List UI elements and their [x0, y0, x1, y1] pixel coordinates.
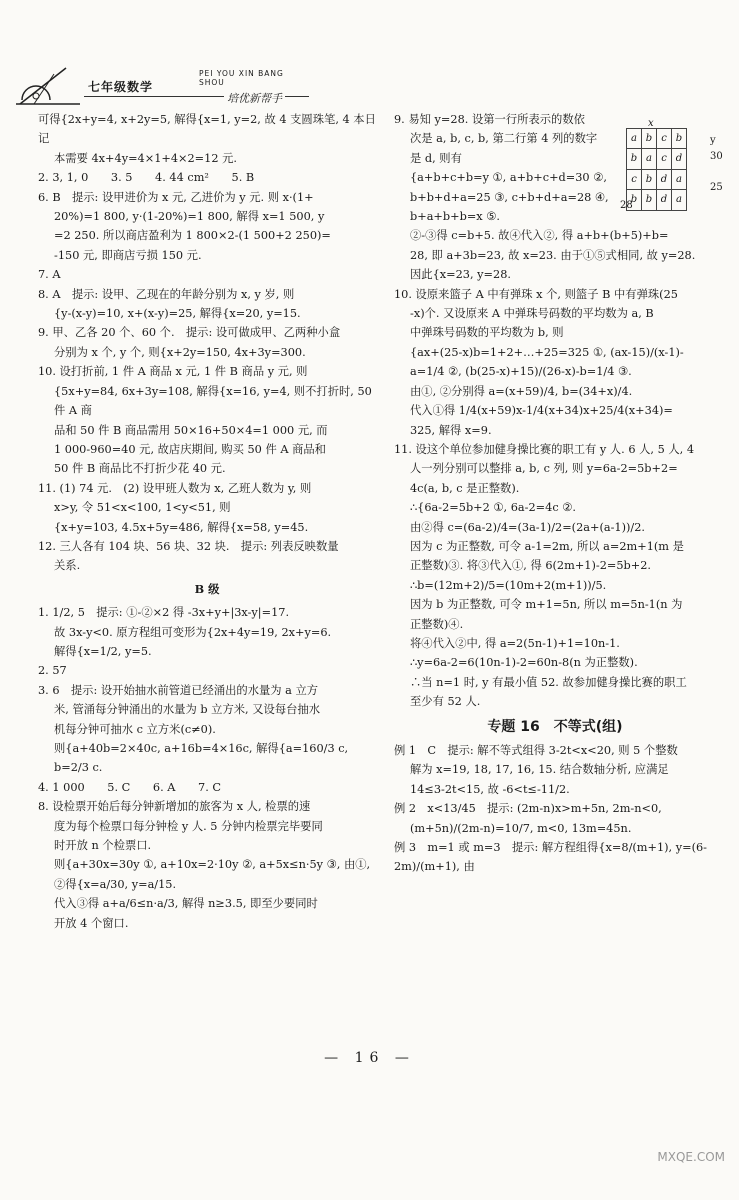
answer-line: 中弹珠号码数的平均数为 b, 则: [410, 326, 564, 340]
page-number: — 16 —: [324, 1050, 415, 1066]
grid-cell: b: [627, 149, 642, 169]
answer-line: 因为 b 为正整数, 可令 m+1=5n, 所以 m=5n-1(n 为: [410, 598, 683, 612]
answer-line: 分别为 x 个, y 个, 则{x+2y=150, 4x+3y=300.: [54, 345, 306, 359]
answer-line: ②-③得 c=b+5. 故④代入②, 得 a+b+(b+5)+b=: [410, 229, 669, 243]
answer-line: 正整数)③. 将③代入①, 得 6(2m+1)-2=5b+2.: [410, 559, 652, 573]
grid-cell: b: [627, 190, 642, 210]
answer-line: 由①, ②分别得 a=(x+59)/4, b=(34+x)/4.: [410, 384, 633, 398]
example-line: (m+5n)/(2m-n)=10/7, m<0, 13m=45n.: [410, 821, 632, 835]
grid-row-sum: 30: [710, 151, 723, 162]
answer-line: 解得{x=1/2, y=5.: [54, 644, 152, 658]
answer-line: 代入①得 1/4(x+59)x-1/4(x+34)x+25/4(x+34)=: [410, 404, 673, 418]
answer-line: ∴y=6a-2=6(10n-1)-2=60n-8(n 为正整数).: [410, 656, 638, 670]
answer-line: x>y, 令 51<x<100, 1<y<51, 则: [54, 501, 231, 515]
watermark: MXQE.COM: [657, 1150, 725, 1164]
answer-line: 本需要 4x+4y=4×1+4×2=12 元.: [54, 151, 238, 165]
grid-table: [626, 128, 687, 211]
grid-cell: d: [672, 149, 687, 169]
answer-line: 3. 6 提示: 设开始抽水前管道已经涌出的水量为 a 立方: [38, 683, 319, 697]
left-column: [38, 110, 376, 933]
answer-line: 9. 易知 y=28. 设第一行所表示的数依: [394, 113, 585, 126]
grid-side-label: y: [710, 135, 716, 146]
answer-line: 8. A 提示: 设甲、乙现在的年龄分别为 x, y 岁, 则: [38, 287, 295, 301]
grid-top-label: x: [648, 118, 654, 129]
example-line: 例 3 m=1 或 m=3 提示: 解方程组得{x=8/(m+1), y=(6-2m)/(m+1), 由: [394, 841, 707, 874]
answer-line: 将④代入②中, 得 a=2(5n-1)+1=10n-1.: [410, 636, 620, 650]
answer-line: ∴{6a-2=5b+2 ①, 6a-2=4c ②.: [410, 501, 576, 515]
answer-line: 8. 设检票开始后每分钟新增加的旅客为 x 人, 检票的速: [38, 800, 311, 814]
answer-line: 325, 解得 x=9.: [410, 423, 492, 437]
table-row: [627, 169, 687, 189]
answer-line: 10. 设原来篮子 A 中有弹珠 x 个, 则篮子 B 中有弹珠(25: [394, 287, 678, 301]
answer-line: 则{a+30x=30y ①, a+10x=2·10y ②, a+5x≤n·5y ③, 由①, ②得{x=a/30, y=a/15.: [54, 858, 374, 891]
answer-line: {x+y=103, 4.5x+5y=486, 解得{x=58, y=45.: [54, 520, 309, 534]
answer-line: 时开放 n 个检票口.: [54, 839, 152, 853]
grid-cell: d: [657, 169, 672, 189]
answer-line: 人一列分别可以整排 a, b, c 列, 则 y=6a-2=5b+2=: [410, 462, 678, 476]
answer-line: 1. 1/2, 5 提示: ①-②×2 得 -3x+y+|3x-y|=17.: [38, 606, 290, 620]
brand-name: 培优新帮手: [224, 90, 285, 106]
section-heading-topic-16: 专题 16 不等式(组): [487, 718, 623, 735]
geometry-tools-logo-icon: [14, 64, 84, 110]
answer-line: 正整数)④.: [410, 617, 464, 631]
grid-cell: b: [642, 190, 657, 210]
answer-line: 20%)=1 800, y·(1-20%)=1 800, 解得 x=1 500, y: [54, 210, 325, 224]
answer-line: ∴b=(12m+2)/5=(10m+2(m+1))/5.: [410, 578, 607, 592]
grade-label: 七年级数学: [88, 80, 154, 94]
answer-line: {ax+(25-x)b=1+2+…+25=325 ①, (ax-15)/(x-1)-a=1/4 ②, (b(25-x)+15)/(26-x)-b=1/4 ③.: [410, 345, 684, 379]
answer-line: 2. 57: [38, 664, 67, 678]
grid-diagonal-sum: 28: [620, 200, 633, 211]
answer-line: 则{a+40b=2×40c, a+16b=4×16c, 解得{a=160/3 c, b=2/3 c.: [54, 742, 352, 775]
example-line: 例 2 x<13/45 提示: (2m-n)x>m+5n, 2m-n<0,: [394, 802, 662, 816]
answer-line: 1 000-960=40 元, 故店庆期间, 购买 50 件 A 商品和: [54, 442, 326, 456]
answer-line: ∴当 n=1 时, y 有最小值 52. 故参加健身操比赛的职工: [410, 675, 687, 689]
answer-line: 关系.: [54, 559, 81, 573]
grid-cell: d: [657, 190, 672, 210]
answer-line: 次是 a, b, c, b, 第二行第 4 列的数字: [410, 132, 598, 146]
page-header: [14, 64, 304, 110]
answer-line: 4. 1 000 5. C 6. A 7. C: [38, 780, 222, 794]
grid-cell: a: [627, 129, 642, 149]
answer-line: -150 元, 即商店亏损 150 元.: [54, 248, 202, 262]
answer-line: 机每分钟可抽水 c 立方米(c≠0).: [54, 722, 216, 736]
grid-cell: a: [642, 149, 657, 169]
right-column: [394, 110, 723, 877]
section-heading-b-level: B 级: [194, 581, 220, 596]
answer-line: -x)个. 又设原来 A 中弹珠号码数的平均数为 a, B: [410, 307, 654, 321]
answer-line: 11. (1) 74 元. (2) 设甲班人数为 x, 乙班人数为 y, 则: [38, 481, 312, 495]
example-line: 14≤3-2t<15, 故 -6<t≤-11/2.: [410, 782, 570, 796]
example-line: 例 1 C 提示: 解不等式组得 3-2t<x<20, 则 5 个整数: [394, 744, 678, 757]
answer-line: 10. 设打折前, 1 件 A 商品 x 元, 1 件 B 商品 y 元, 则: [38, 365, 308, 379]
answer-line: 由②得 c=(6a-2)/4=(3a-1)/2=(2a+(a-1))/2.: [410, 520, 646, 534]
answer-line: 12. 三人各有 104 块、56 块、32 块. 提示: 列表反映数量: [38, 539, 339, 553]
table-row: [627, 149, 687, 169]
answer-line: {a+b+c+b=y ①, a+b+c+d=30 ②, b+b+d+a=25 ③, c+b+d+a=28 ④, b+a+b+b=x ⑤.: [410, 171, 613, 224]
answer-line: 度为每个检票口每分钟检 y 人. 5 分钟内检票完毕要同: [54, 819, 323, 833]
answer-line: 可得{2x+y=4, x+2y=5, 解得{x=1, y=2, 故 4 支圆珠笔, 4 本日记: [38, 113, 376, 146]
table-row: [627, 129, 687, 149]
answer-line: 因为 c 为正整数, 可令 a-1=2m, 所以 a=2m+1(m 是: [410, 539, 684, 553]
answer-line: 开放 4 个窗口.: [54, 916, 129, 930]
answer-line: 代入③得 a+a/6≤n·a/3, 解得 n≥3.5, 即至少要同时: [54, 897, 318, 911]
brand-pinyin: PEI YOU XIN BANG SHOU: [199, 69, 284, 87]
answer-line: 50 件 B 商品比不打折少花 40 元.: [54, 462, 226, 476]
answer-line: {5x+y=84, 6x+3y=108, 解得{x=16, y=4, 则不打折时, 50 件 A 商: [54, 384, 376, 418]
grid-cell: c: [627, 169, 642, 189]
answer-line: 因此{x=23, y=28.: [410, 268, 511, 282]
answer-line: 品和 50 件 B 商品需用 50×16+50×4=1 000 元, 而: [54, 423, 328, 437]
answer-line: 28, 即 a+3b=23, 故 x=23. 由于①⑤式相同, 故 y=28.: [410, 248, 696, 262]
table-row: [627, 190, 687, 210]
answer-line: {y-(x-y)=10, x+(x-y)=25, 解得{x=20, y=15.: [54, 307, 301, 321]
answer-line: =2 250. 所以商店盈利为 1 800×2-(1 500+2 250)=: [54, 229, 331, 243]
answer-line: 是 d, 则有: [410, 151, 462, 165]
grid-cell: b: [672, 129, 687, 149]
answer-line: 6. B 提示: 设甲进价为 x 元, 乙进价为 y 元. 则 x·(1+: [38, 190, 314, 204]
answer-line: 9. 甲、乙各 20 个、60 个. 提示: 设可做成甲、乙两种小盒: [38, 326, 341, 340]
grid-cell: a: [672, 169, 687, 189]
grid-cell: c: [657, 129, 672, 149]
grid-cell: a: [672, 190, 687, 210]
answer-line: 7. A: [38, 268, 61, 282]
grid-cell: b: [642, 169, 657, 189]
answer-line: 11. 设这个单位参加健身操比赛的职工有 y 人. 6 人, 5 人, 4: [394, 442, 695, 456]
answer-line: 2. 3, 1, 0 3. 5 4. 44 cm² 5. B: [38, 171, 255, 185]
grid-row-sum: 25: [710, 182, 723, 193]
answer-line: 故 3x-y<0. 原方程组可变形为{2x+4y=19, 2x+y=6.: [54, 625, 332, 639]
number-grid: [620, 118, 723, 211]
grid-cell: b: [642, 129, 657, 149]
answer-line: 至少有 52 人.: [410, 695, 481, 709]
grid-cell: c: [657, 149, 672, 169]
answer-line: 4c(a, b, c 是正整数).: [410, 481, 520, 495]
example-line: 解为 x=19, 18, 17, 16, 15. 结合数轴分析, 应满足: [410, 763, 669, 777]
answer-line: 米, 管涌每分钟涌出的水量为 b 立方米, 又设每台抽水: [54, 703, 321, 717]
